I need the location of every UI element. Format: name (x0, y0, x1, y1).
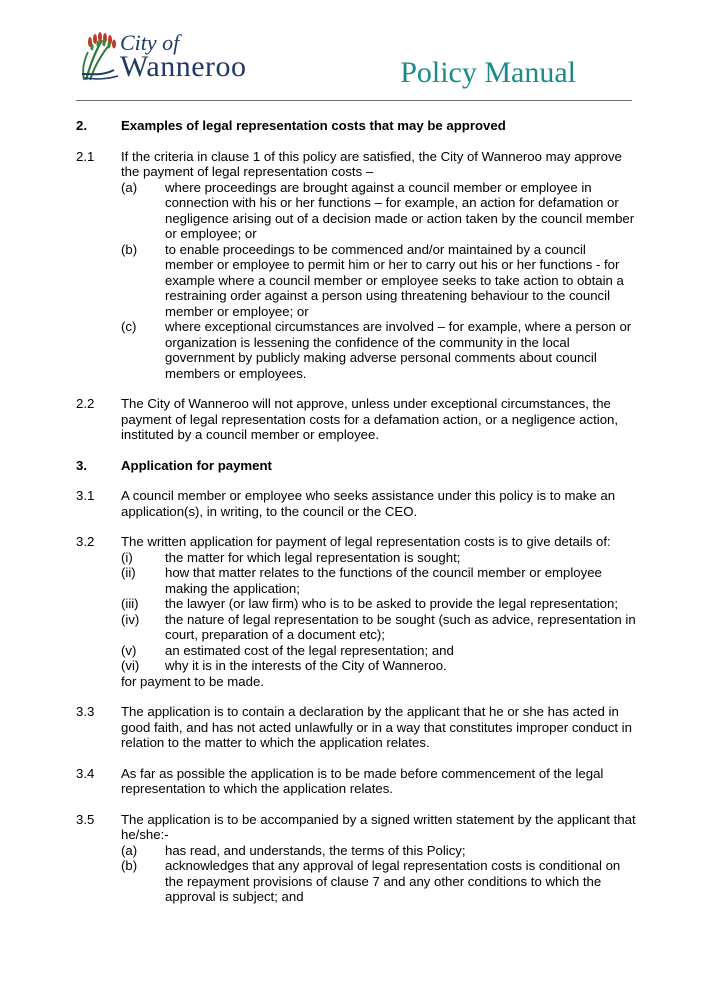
list-text: how that matter relates to the functions of the council member or employee making the application; (165, 565, 602, 596)
list-item (121, 319, 636, 381)
clause-text: The application is to contain a declaration by the applicant that he or she has acted in good faith, and has not acted unlawfully or in a way that constitutes improper conduct in relation to the matter to which the application relates. (121, 704, 632, 750)
clause-3-3 (76, 704, 636, 751)
clause-text: If the criteria in clause 1 of this policy are satisfied, the City of Wanneroo may approve the payment of legal representation costs – (121, 148, 622, 179)
clause-text: The application is to be accompanied by a signed written statement by the applicant that he/she:- (121, 811, 636, 842)
list-item (121, 643, 636, 659)
list-text: where proceedings are brought against a council member or employee in connection with his or her functions – for example, an action for defamation or negligence arising out of a decision made or action taken by the council member or employee; or (165, 179, 635, 241)
clause-2-2 (76, 396, 636, 443)
list-text: acknowledges that any approval of legal representation costs is conditional on the repayment provisions of clause 7 and any other conditions to which the approval is subject; and (165, 858, 621, 904)
list-item (121, 242, 636, 320)
clause-outro: for payment to be made. (121, 673, 264, 689)
list-item (121, 658, 636, 674)
list-item (121, 180, 636, 242)
clause-3-2 (76, 534, 636, 550)
kangaroo-paw-logo-icon (80, 30, 122, 82)
list-label: (a) (121, 179, 138, 195)
clause-number: 3.3 (76, 704, 95, 719)
list-label: (i) (121, 549, 133, 565)
list-text: the nature of legal representation to be sought (such as advice, representation in court, preparation of a document etc); (165, 611, 636, 642)
list-label: (a) (121, 842, 138, 858)
logo-text (120, 32, 247, 82)
clause-number: 2.1 (76, 148, 95, 164)
list-text: the matter for which legal representation is sought; (165, 549, 461, 565)
list-text: the lawyer (or law firm) who is to be asked to provide the legal representation; (165, 596, 618, 611)
clause-text: The City of Wanneroo will not approve, unless under exceptional circumstances, the payment of legal representation costs for a defamation action, or a negligence action, instituted by a council member or employee. (121, 396, 619, 442)
manual-title: Policy Manual (400, 56, 576, 89)
clause-number: 2.2 (76, 396, 95, 411)
section-number: 2. (76, 118, 87, 133)
list-text: where exceptional circumstances are involved – for example, where a person or organization is lessening the confidence of the community in the local government by publicly making adverse personal comments about council members or employees. (165, 319, 632, 381)
list-label: (b) (121, 858, 138, 873)
section-3-heading (76, 458, 636, 474)
clause-number: 3.4 (76, 765, 95, 781)
clause-number: 3.2 (76, 534, 95, 549)
list-item (121, 550, 636, 566)
list-label: (iv) (121, 611, 140, 627)
list-item (121, 596, 636, 612)
list-item (121, 843, 636, 859)
clause-number: 3.5 (76, 811, 95, 827)
list-text: to enable proceedings to be commenced and/or maintained by a council member or employee to permit him or her to carry out his or her functions - for example where a council member or employee seeks to take action to obtain a restraining order against a person using threatening behaviour to the council member or employee; or (165, 241, 624, 319)
section-2-heading (76, 118, 636, 134)
list-item (121, 565, 636, 596)
list-label: (ii) (121, 565, 136, 580)
section-title: Examples of legal representation costs that may be approved (121, 118, 506, 133)
clause-number: 3.1 (76, 488, 95, 503)
clause-text: As far as possible the application is to be made before commencement of the legal representation to which the application relates. (121, 765, 604, 796)
clause-3-4 (76, 766, 636, 797)
list-item (121, 858, 636, 905)
clause-3-1 (76, 488, 636, 519)
list-label: (vi) (121, 658, 140, 673)
list-label: (v) (121, 642, 137, 658)
policy-content (76, 118, 636, 905)
section-title: Application for payment (121, 457, 272, 473)
clause-2-1 (76, 149, 636, 180)
clause-text: The written application for payment of legal representation costs is to give details of: (121, 534, 611, 549)
list-text: why it is in the interests of the City of Wanneroo. (165, 658, 447, 673)
clause-3-5 (76, 812, 636, 843)
logo-line-2: Wanneroo (120, 50, 247, 83)
list-label: (b) (121, 241, 138, 257)
section-number: 3. (76, 457, 87, 473)
header-divider (76, 100, 632, 101)
logo-line-1: City of (120, 30, 180, 55)
list-item (121, 612, 636, 643)
list-label: (iii) (121, 596, 139, 611)
list-text: has read, and understands, the terms of this Policy; (165, 842, 466, 858)
page-header (0, 0, 706, 102)
clause-text: A council member or employee who seeks assistance under this policy is to make an application(s), in writing, to the council or the CEO. (121, 488, 616, 519)
list-label: (c) (121, 319, 137, 334)
list-text: an estimated cost of the legal representation; and (165, 642, 454, 658)
